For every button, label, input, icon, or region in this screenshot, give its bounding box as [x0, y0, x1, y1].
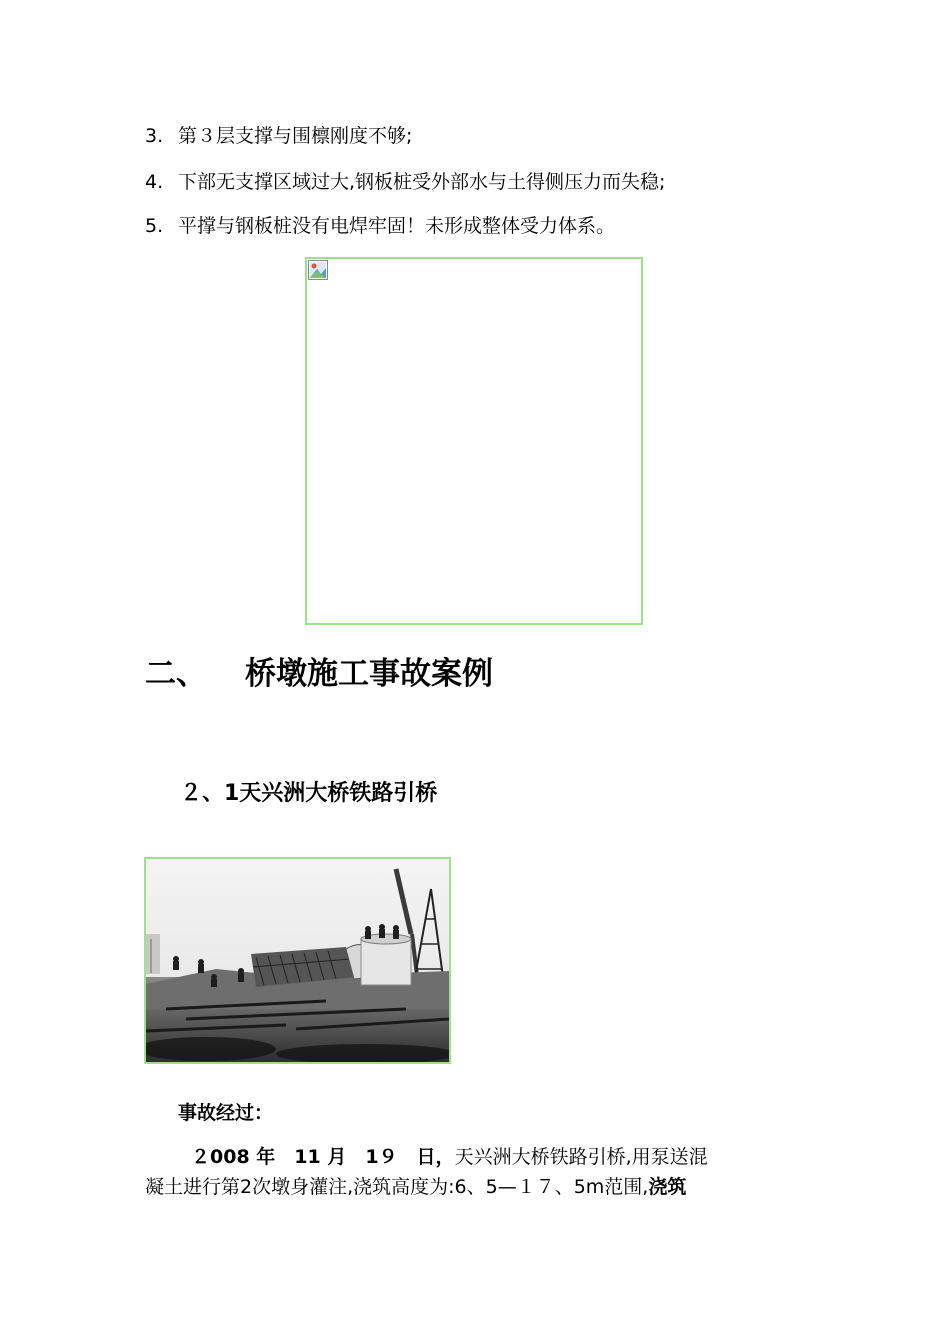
incident-date: ２008 年 11 月 1９ 日， — [191, 1146, 455, 1168]
paragraph-text: 凝土进行第2次墩身灌注,浇筑高度为:6、5—１７、5m范围, — [145, 1176, 649, 1198]
incident-label: 事故经过： — [178, 1102, 274, 1124]
list-item — [145, 170, 665, 194]
list-text: 第３层支撑与围檩刚度不够; — [178, 125, 413, 147]
list-item — [145, 214, 615, 238]
broken-image-placeholder — [305, 257, 643, 625]
subsection-heading: ２、1天兴洲大桥铁路引桥 — [180, 781, 438, 806]
list-number: 3. — [145, 125, 164, 147]
list-text: 下部无支撑区域过大,钢板桩受外部水与土得侧压力而失稳; — [178, 171, 666, 193]
photo-image — [146, 859, 449, 1062]
broken-image-icon — [308, 260, 328, 280]
paragraph-line — [145, 1144, 810, 1170]
list-item — [145, 124, 412, 148]
paragraph-text: 天兴洲大桥铁路引桥,用泵送混 — [454, 1146, 708, 1168]
paragraph-text-bold: 浇筑 — [648, 1176, 687, 1198]
construction-site-photo — [144, 857, 451, 1064]
section-title: 桥墩施工事故案例 — [245, 656, 493, 692]
list-text: 平撑与钢板桩没有电焊牢固！未形成整体受力体系。 — [178, 215, 616, 237]
list-number: 5. — [145, 215, 164, 237]
section-number: 二、 — [145, 656, 207, 692]
section-heading — [145, 652, 493, 696]
paragraph-line — [145, 1174, 810, 1200]
list-number: 4. — [145, 171, 164, 193]
